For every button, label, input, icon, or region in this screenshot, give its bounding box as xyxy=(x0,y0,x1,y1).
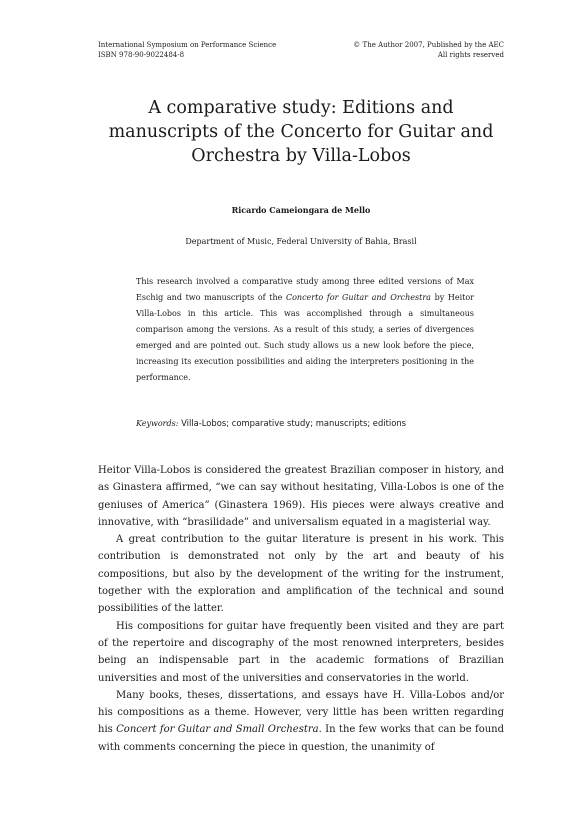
paragraph-4-text-a: Many books, theses, dissertations, and essays have H. Villa-Lobos and/or his compositions as a theme. However, very little has been written regarding his xyxy=(98,689,504,736)
title-line-2: manuscripts of the Concerto for Guitar and xyxy=(108,122,494,142)
paragraph-4 xyxy=(98,687,504,756)
title-line-1: A comparative study: Editions and xyxy=(148,98,454,118)
paragraph-3: His compositions for guitar have frequently been visited and they are part of the repertoire and discography of the most renowned interpreters, besides being an indispensable part in the academic formations of Brazilian universities and most of the universities and conservatories in the world. xyxy=(98,620,504,684)
header-left xyxy=(98,40,276,60)
paragraph-1: Heitor Villa-Lobos is considered the greatest Brazilian composer in history, and as Ginastera affirmed, “we can say without hesitating, Villa-Lobos is one of the geniuses of America” (Ginastera 1969). His pieces were always creative and innovative, with “brasilidade” and universalism equated in a magisterial way. xyxy=(98,465,504,528)
copyright: © The Author 2007, Published by the AEC xyxy=(353,41,504,49)
isbn: ISBN 978-90-9022484-8 xyxy=(98,51,185,59)
header-right xyxy=(353,40,504,60)
title-line-3: Orchestra by Villa-Lobos xyxy=(191,146,411,166)
body-text xyxy=(98,462,504,756)
author-name: Ricardo Cameiongara de Mello xyxy=(231,205,371,215)
symposium-name: International Symposium on Performance Science xyxy=(98,41,277,49)
keywords xyxy=(136,418,474,428)
paragraph-4-text-b: . In the few works that can be found with comments concerning the piece in question, the unanimity of xyxy=(98,724,504,753)
abstract-text-1: This research involved a comparative study among three edited versions of Max Eschig and two manuscripts of the xyxy=(136,277,474,302)
paper-title xyxy=(98,96,504,168)
author-affiliation: Department of Music, Federal University of Bahia, Brasil xyxy=(185,237,417,246)
paragraph-4-italic: Concert for Guitar and Small Orchestra xyxy=(116,724,319,736)
abstract-text-2: by Heitor Villa-Lobos in this article. This was accomplished through a simultaneous comparison among the versions. As a result of this study, a series of divergences emerged and are pointed out. Such study allows us a new look before the piece, increasing its execution possibilities and aiding the interpreters positioning in the performance. xyxy=(136,293,474,382)
rights-reserved: All rights reserved xyxy=(437,51,504,59)
abstract-italic-title: Concerto for Guitar and Orchestra xyxy=(285,293,431,302)
keywords-label: Keywords: xyxy=(136,419,179,428)
keywords-text: Villa-Lobos; comparative study; manuscripts; editions xyxy=(178,418,407,428)
paragraph-2: A great contribution to the guitar literature is present in his work. This contribution is demonstrated not only by the art and beauty of his compositions, but also by the development of the writing for the instrument, together with the exploration and amplification of the technical and sound possibilities of the latter. xyxy=(98,534,504,615)
abstract xyxy=(136,274,474,386)
